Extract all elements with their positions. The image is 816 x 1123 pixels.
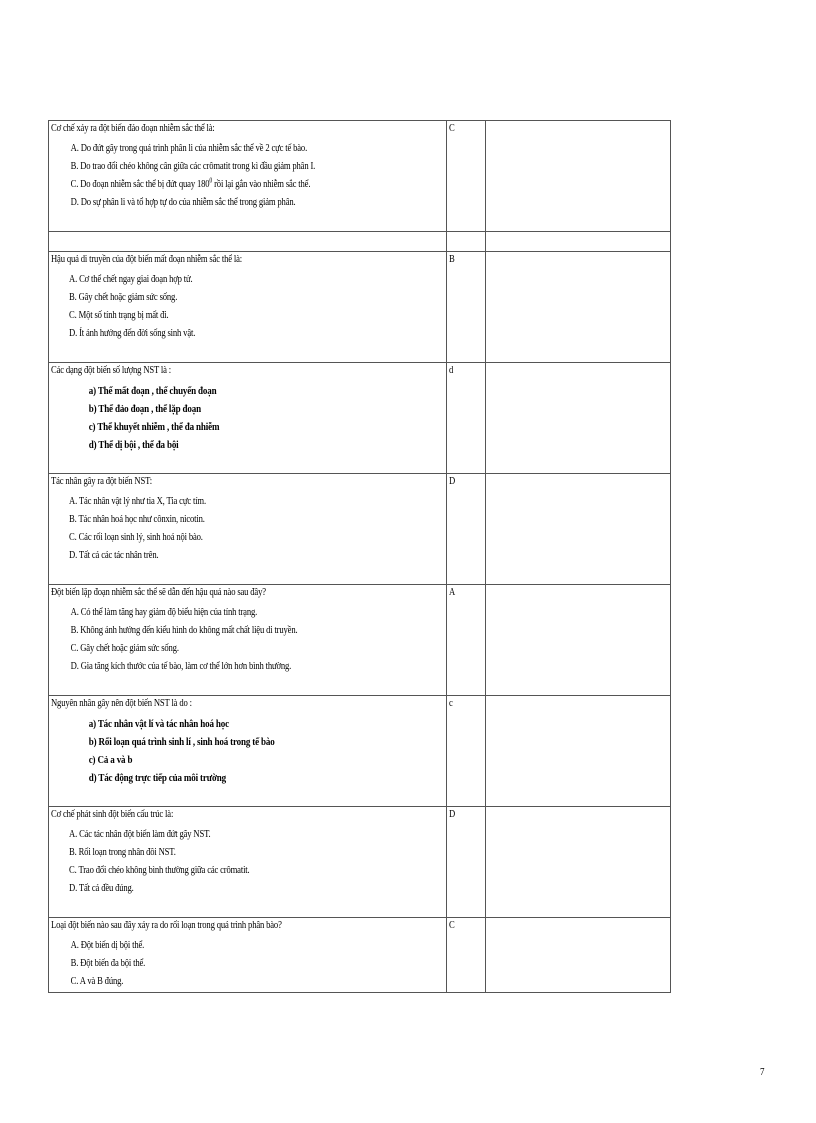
option: b) Rối loạn quá trình sinh lí , sinh hoá trong tế bào	[88, 736, 275, 748]
notes-cell	[486, 807, 671, 918]
option: A. Đột biến dị bội thể.	[70, 940, 145, 951]
option: a) Tác nhân vật lí và tác nhân hoá học	[88, 718, 229, 730]
answer-cell	[447, 696, 486, 807]
question-cell	[49, 252, 447, 363]
question-cell	[49, 474, 447, 585]
option-list	[51, 604, 444, 676]
option-list	[51, 937, 444, 991]
question-text: Cơ chế xảy ra đột biến đảo đoạn nhiễm sắc thể là:	[51, 123, 215, 134]
answer-text: A	[449, 587, 456, 598]
option: A. Tác nhân vật lý như tia X, Tia cực tím.	[69, 496, 206, 507]
empty-cell	[486, 232, 671, 252]
question-text: Đột biến lặp đoạn nhiễm sắc thể sẽ dẫn đến hậu quả nào sau đây?	[51, 587, 266, 598]
question-text: Loại đột biến nào sau đây xảy ra do rối loạn trong quá trình phân bào?	[51, 920, 282, 931]
question-cell	[49, 363, 447, 474]
answer-cell	[447, 363, 486, 474]
option: B. Đột biến đa bội thể.	[70, 958, 146, 969]
option: C. A và B đúng.	[70, 976, 124, 987]
empty-cell	[49, 232, 447, 252]
option-list	[51, 826, 444, 898]
option: d) Thể dị bội , thể đa bội	[88, 439, 179, 451]
question-cell	[49, 807, 447, 918]
table-row	[49, 121, 671, 232]
notes-cell	[486, 121, 671, 232]
notes-cell	[486, 585, 671, 696]
option: A. Các tác nhân đột biến làm đứt gãy NST.	[69, 829, 211, 840]
answer-text: D	[449, 809, 456, 820]
table-row	[49, 474, 671, 585]
answer-text: d	[449, 365, 454, 376]
answer-cell	[447, 918, 486, 993]
option: D. Do sự phân li và tổ hợp tự do của nhiễm sắc thể trong giảm phân.	[70, 197, 296, 208]
option: c) Thể khuyết nhiễm , thể đa nhiễm	[88, 421, 220, 433]
table-row	[49, 585, 671, 696]
table-row-empty	[49, 232, 671, 252]
degree-superscript: 0	[209, 176, 213, 185]
option: D. Ít ảnh hưởng đến đời sống sinh vật.	[69, 328, 196, 339]
question-cell	[49, 918, 447, 993]
option: B. Rối loạn trong nhân đôi NST.	[69, 847, 176, 858]
answer-text: B	[449, 254, 455, 265]
option-list	[51, 493, 444, 565]
answer-text: D	[449, 476, 456, 487]
answer-text: c	[449, 698, 453, 709]
question-text: Các dạng đột biến số lượng NST là :	[51, 365, 172, 376]
question-text: Nguyên nhân gây nên đột biến NST là do :	[51, 698, 192, 709]
notes-cell	[486, 474, 671, 585]
option: c) Cả a và b	[88, 754, 133, 766]
option: B. Gây chết hoặc giảm sức sống.	[69, 292, 178, 303]
option: A. Có thể làm tăng hay giảm độ biểu hiện của tính trạng.	[70, 607, 258, 618]
notes-cell	[486, 918, 671, 993]
question-cell	[49, 585, 447, 696]
option-text: C. Do đoạn nhiễm sắc thể bị đứt quay 180	[70, 179, 210, 190]
option: B. Do trao đổi chéo không cân giữa các crômatit trong kì đầu giảm phân I.	[70, 161, 316, 172]
page-number: 7	[760, 1066, 765, 1078]
notes-cell	[486, 696, 671, 807]
table-row	[49, 252, 671, 363]
option	[51, 176, 447, 194]
option: A. Do đứt gãy trong quá trình phân li của nhiễm sắc thể về 2 cực tế bào.	[70, 143, 308, 154]
option-list	[51, 382, 444, 454]
option: C. Trao đổi chéo không bình thường giữa các crômatit.	[69, 865, 250, 876]
answer-text: C	[449, 123, 455, 134]
option: B. Không ảnh hưởng đến kiểu hình do không mất chất liệu di truyền.	[70, 625, 298, 636]
table-row	[49, 918, 671, 993]
option: D. Tất cả đều đúng.	[69, 883, 134, 894]
notes-cell	[486, 252, 671, 363]
option-list	[51, 140, 444, 212]
answer-cell	[447, 252, 486, 363]
notes-cell	[486, 363, 671, 474]
option-list	[51, 715, 444, 787]
question-text: Tác nhân gây ra đột biến NST:	[51, 476, 152, 487]
question-cell	[49, 121, 447, 232]
option: D. Tất cả các tác nhân trên.	[69, 550, 159, 561]
question-text: Hậu quả di truyền của đột biến mất đoạn nhiễm sắc thể là:	[51, 254, 243, 265]
option: B. Tác nhân hoá học như cônxin, nicotin.	[69, 514, 205, 525]
table-row	[49, 696, 671, 807]
table-row	[49, 363, 671, 474]
option: C. Một số tính trạng bị mất đi.	[69, 310, 169, 321]
option: D. Gia tăng kích thước của tế bào, làm cơ thể lớn hơn bình thường.	[70, 661, 292, 672]
answer-cell	[447, 585, 486, 696]
answer-cell	[447, 474, 486, 585]
option-list	[51, 271, 444, 343]
answer-text: C	[449, 920, 455, 931]
question-text: Cơ chế phát sinh đột biến cấu trúc là:	[51, 809, 174, 820]
question-cell	[49, 696, 447, 807]
table-row	[49, 807, 671, 918]
option: d) Tác động trực tiếp của môi trường	[88, 772, 227, 784]
answer-cell	[447, 121, 486, 232]
option: a) Thể mất đoạn , thể chuyển đoạn	[88, 385, 217, 397]
option: C. Các rối loạn sinh lý, sinh hoá nội bào.	[69, 532, 203, 543]
option-text-tail: rồi lại gắn vào nhiễm sắc thể.	[212, 179, 311, 190]
empty-cell	[447, 232, 486, 252]
option: b) Thể đảo đoạn , thể lặp đoạn	[88, 403, 201, 415]
option: C. Gây chết hoặc giảm sức sống.	[70, 643, 179, 654]
option: A. Cơ thể chết ngay giai đoạn hợp tử.	[69, 274, 193, 285]
answer-cell	[447, 807, 486, 918]
question-table	[48, 120, 671, 993]
